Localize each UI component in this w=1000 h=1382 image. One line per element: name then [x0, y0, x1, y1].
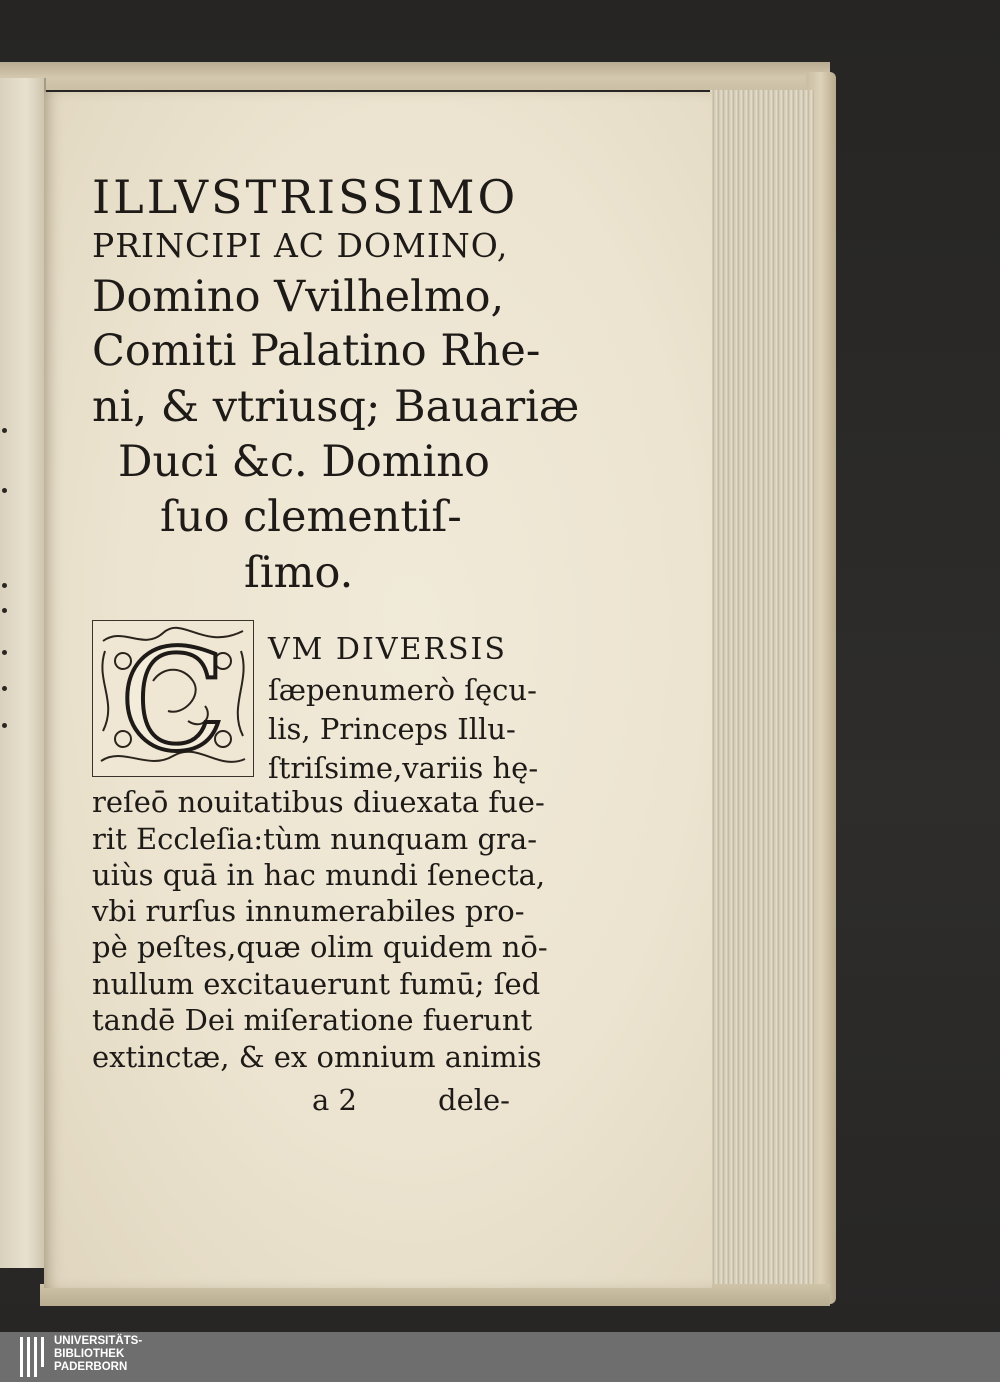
- body-line-10: nullum excitauerunt fumū; ſed: [92, 967, 541, 1001]
- logo-line-3: PADERBORN: [54, 1361, 128, 1373]
- body-line-12: extinctæ, & ex omnium animis: [92, 1040, 542, 1074]
- signature-mark: a 2: [312, 1083, 357, 1117]
- body-line-8: vbi rurſus innumerabiles pro-: [92, 894, 525, 928]
- logo-line-1: UNIVERSITÄTS-: [54, 1335, 143, 1347]
- title-line-1: ILLVSTRISSIMO: [92, 170, 519, 224]
- body-line-9: pè peſtes,quæ olim quidem nō-: [92, 930, 548, 964]
- title-line-6: Duci &c. Domino: [118, 437, 490, 487]
- title-line-3: Domino Vvilhelmo,: [92, 272, 505, 322]
- library-logo-text: [54, 1335, 142, 1374]
- title-line-7: ſuo clementiſ-: [160, 492, 462, 542]
- body-line-5: reſeō nouitatibus diuexata fue-: [92, 785, 545, 819]
- body-line-6: rit Eccleſia:tùm nunquam gra-: [92, 822, 538, 856]
- book-top-edge: [0, 62, 830, 90]
- left-page-edge: [0, 78, 46, 1268]
- title-line-5: ni, & vtriusq; Bauariæ: [92, 382, 580, 432]
- body-line-1: VM DIVERSIS: [268, 632, 507, 667]
- library-logo-icon: [20, 1337, 46, 1377]
- title-line-8: ſimo.: [244, 548, 354, 598]
- title-line-4: Comiti Palatino Rhe-: [92, 326, 541, 376]
- catchword: dele-: [438, 1083, 510, 1117]
- logo-line-2: BIBLIOTHEK: [54, 1348, 125, 1360]
- body-line-3: lis, Princeps Illu-: [268, 712, 516, 746]
- body-line-11: tandē Dei miſeratione fuerunt: [92, 1003, 533, 1037]
- body-line-2: ſæpenumerò ſęcu-: [268, 673, 537, 707]
- body-line-4: ſtriſsime,variis hę-: [268, 751, 539, 785]
- initial-letter: C: [119, 621, 227, 776]
- title-line-2: PRINCIPI AC DOMINO,: [92, 226, 509, 265]
- body-line-7: uiùs quā in hac mundi ſenecta,: [92, 858, 546, 892]
- decorated-initial-c: [92, 620, 254, 777]
- left-page-marks: [2, 418, 12, 738]
- ornament-icon: [93, 621, 253, 776]
- footer-bar: [0, 1332, 1000, 1382]
- page-fore-edge: [710, 90, 814, 1286]
